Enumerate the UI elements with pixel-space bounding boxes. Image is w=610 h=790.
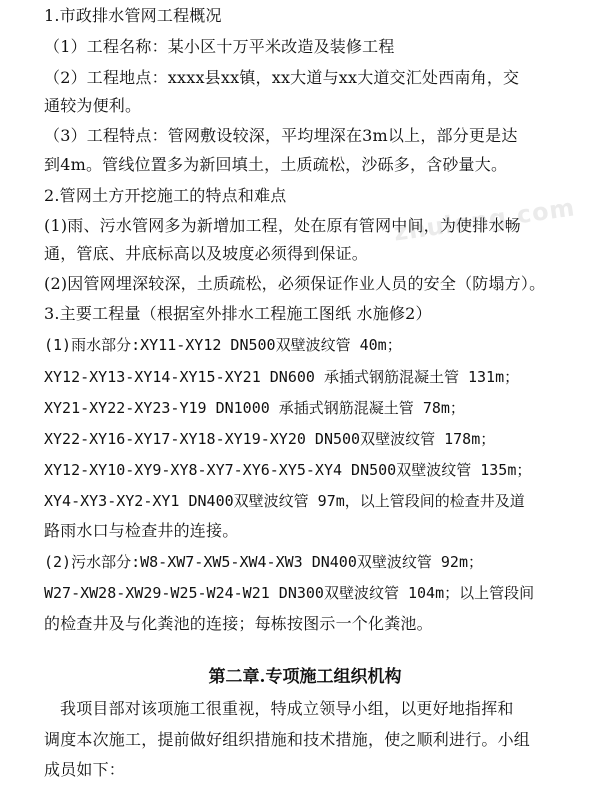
section-heading-2: 2.管网土方开挖施工的特点和难点: [44, 186, 287, 205]
sewage-quantity-2-continuation: 的检查井及与化粪池的连接；每栋按图示一个化粪池。: [44, 614, 433, 633]
section-heading-1: 1.市政排水管网工程概况: [44, 6, 222, 25]
project-location-line: （2）工程地点：xxxx县xx镇，xx大道与xx大道交汇处西南角，交: [44, 68, 520, 87]
organization-paragraph-line-3: 成员如下：: [44, 760, 126, 779]
watermark: zhulong.com: [391, 193, 578, 247]
rainwater-quantity-5: XY12-XY10-XY9-XY8-XY7-XY6-XY5-XY4 DN500双壁波纹管 135m；: [44, 461, 532, 479]
difficulty-item-2: (2)因管网埋深较深，土质疏松，必须保证作业人员的安全（防塌方）。: [44, 274, 546, 293]
organization-paragraph-line-1: 我项目部对该项施工很重视，特成立领导小组，以更好地指挥和: [60, 699, 514, 718]
organization-paragraph-line-2: 调度本次施工，提前做好组织措施和技术措施，使之顺利进行。小组: [44, 730, 531, 749]
sewage-quantity-1: (2)污水部分:W8-XW7-XW5-XW4-XW3 DN400双壁波纹管 92m；: [44, 553, 483, 571]
project-name-line: （1）工程名称：某小区十万平米改造及装修工程: [44, 37, 395, 56]
project-location-continuation: 通较为便利。: [44, 96, 142, 115]
sewage-quantity-2: W27-XW28-XW29-W25-W24-W21 DN300双壁波纹管 104m；以上管段间: [44, 584, 535, 602]
rainwater-quantity-6: XY4-XY3-XY2-XY1 DN400双壁波纹管 97m，以上管段间的检查井及道: [44, 492, 525, 510]
rainwater-quantity-2: XY12-XY13-XY14-XY15-XY21 DN600 承插式钢筋混凝土管 131m；: [44, 368, 520, 386]
rainwater-quantity-3: XY21-XY22-XY23-Y19 DN1000 承插式钢筋混凝土管 78m；: [44, 399, 465, 417]
section-heading-3: 3.主要工程量（根据室外排水工程施工图纸 水施修2）: [44, 304, 432, 323]
rainwater-quantity-4: XY22-XY16-XY17-XY18-XY19-XY20 DN500双壁波纹管 178m；: [44, 430, 496, 448]
chapter-title: 第二章.专项施工组织机构: [208, 667, 402, 687]
rainwater-quantity-1: (1)雨水部分:XY11-XY12 DN500双壁波纹管 40m；: [44, 336, 402, 354]
rainwater-quantity-6-continuation: 路雨水口与检查井的连接。: [44, 521, 239, 540]
project-features-line: （3）工程特点：管网敷设较深，平均埋深在3m以上，部分更是达: [44, 126, 518, 145]
difficulty-item-1-continuation: 通，管底、井底标高以及坡度必须得到保证。: [44, 244, 369, 263]
difficulty-item-1: (1)雨、污水管网多为新增加工程，处在原有管网中间，为使排水畅: [44, 216, 521, 235]
project-features-continuation: 到4m。管线位置多为新回填土，土质疏松，沙砾多，含砂量大。: [44, 155, 508, 174]
